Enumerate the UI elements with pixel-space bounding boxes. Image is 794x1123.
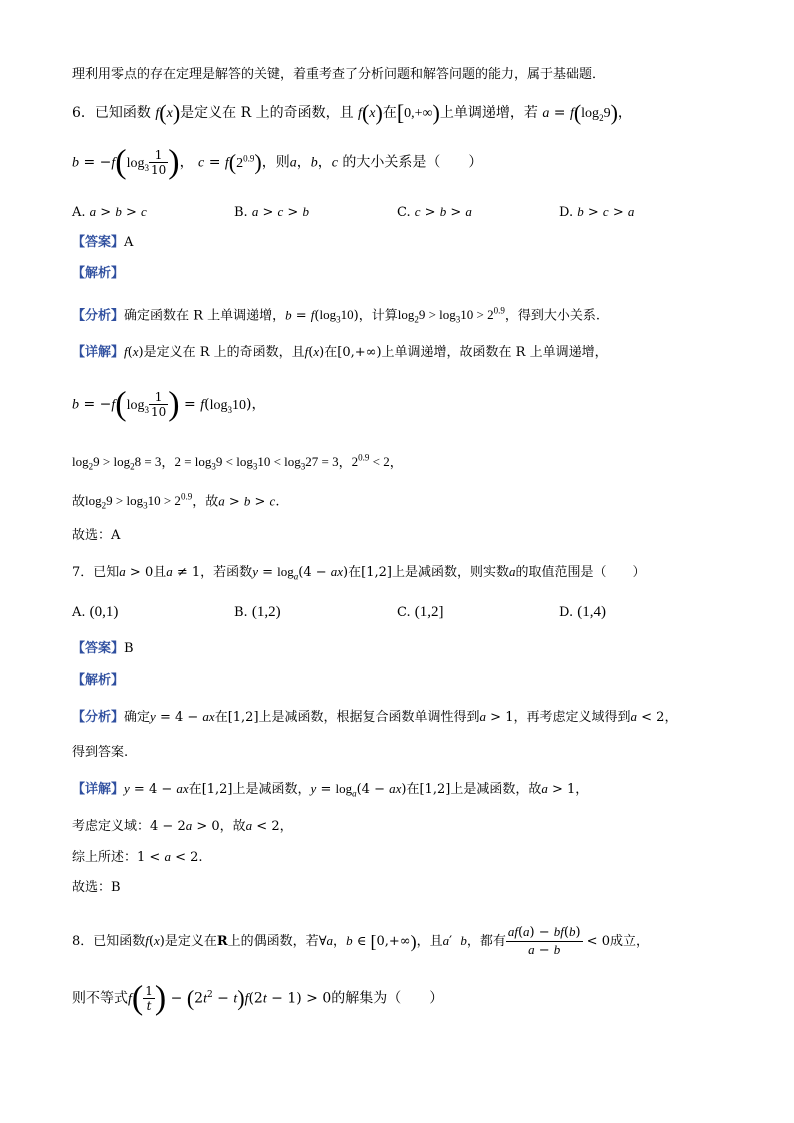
summary-line: 综上所述：1 < a < 2. [72, 849, 203, 865]
derivation-2: $\log_29 > \log_28 = 3$，$2 = \log_39 < \log_310 < \log_327 = 3$，$2^{0.9} < 2$， [72, 453, 403, 472]
analysis-label: 【解析】 [72, 266, 125, 281]
choose-line: 故选：A [72, 528, 121, 543]
question-8-stem-2: 则不等式f( $\frac{1}{t}$ ) − $(2t^2 - t)f(2t - 1) > 0$的解集为（ ） [72, 979, 444, 1017]
answer-line: 【答案】A [72, 235, 134, 250]
text-line [72, 66, 605, 84]
option-b: B. (1,2) [234, 604, 281, 620]
option-d: D. (1,4) [559, 604, 606, 620]
analysis-label: 【解析】 [72, 673, 125, 688]
fenxi-line: 【分析】确定函数在 R 上单调递增，$b = f(\log_310)$，计算$\log_29 > \log_310 > 2^{0.9}$，得到大小关系. [72, 306, 601, 325]
text-span: 上单调递增，若 [439, 105, 538, 121]
option-c: C. (1,2] [397, 604, 444, 620]
fenxi-line-2: 得到答案. [72, 745, 129, 760]
derivation-1: $b = -f(\log_3$ $\frac{1}{10}$ ) = $f(\log_310)$， [72, 385, 266, 423]
option-c: C. c > b > a [397, 204, 472, 220]
option-a: A. (0,1) [72, 604, 119, 620]
domain-line: 考虑定义域：4 − 2a > 0，故a < 2， [72, 818, 293, 834]
text-span: 理利用零点的存在定理是解答的关键，着重考查了分析问题和解答问题的能力，属于基础题． [72, 67, 606, 82]
text-span: 是定义在 R 上的奇函数，且 [180, 105, 354, 121]
text-span: 在 [382, 105, 397, 121]
text-span: 的大小关系是（ ） [342, 154, 483, 171]
xiangjie-line: 【详解】y = 4 − ax在[1,2]上是减函数，$y = \log_a(4 - ax)$在[1,2]上是减函数，故a > 1， [72, 781, 589, 799]
text-span: 6．已知函数 [72, 105, 151, 121]
choose-line: 故选：B [72, 880, 121, 895]
option-a: A. a > b > c [72, 204, 147, 220]
xiangjie-line: 【详解】f(x)是定义在 R 上的奇函数，且f(x)在[0,+∞)上单调递增，故函数在 R 上单调递增， [72, 344, 608, 360]
question-6-stem-2: $b = -f(\log_3$ $\frac{1}{10}$ )， $c = f(2^{0.9})$，则a，b，c 的大小关系是（ ） [72, 143, 483, 181]
question-8-stem: 8．已知函数f(x)是定义在R上的偶函数，若∀a，b ∈ [0,+∞)，且a′ b，都有 $\frac{af(a) - bf(b)}{a - b}$ < 0成立， [72, 924, 649, 958]
answer-line: 【答案】B [72, 641, 134, 656]
text-span: ，则 [261, 154, 290, 171]
fenxi-line: 【分析】确定y = 4 − ax在[1,2]上是减函数，根据复合函数单调性得到a > 1，再考虑定义域得到a < 2， [72, 709, 678, 725]
option-b: B. a > c > b [234, 204, 309, 220]
derivation-3: 故$\log_29 > \log_310 > 2^{0.9}$，故a > b > c. [72, 492, 280, 511]
option-d: D. b > c > a [559, 204, 635, 220]
question-6-stem: 6．已知函数 f(x)是定义在 R 上的奇函数，且 f(x)在[0,+∞)上单调递增，若 $a = f(\log_29)$， [72, 100, 632, 125]
question-7-stem: 7．已知a > 0且a ≠ 1，若函数$y = \log_a(4 - ax)$在[1,2]上是减函数，则实数a的取值范围是（ ） [72, 564, 646, 582]
